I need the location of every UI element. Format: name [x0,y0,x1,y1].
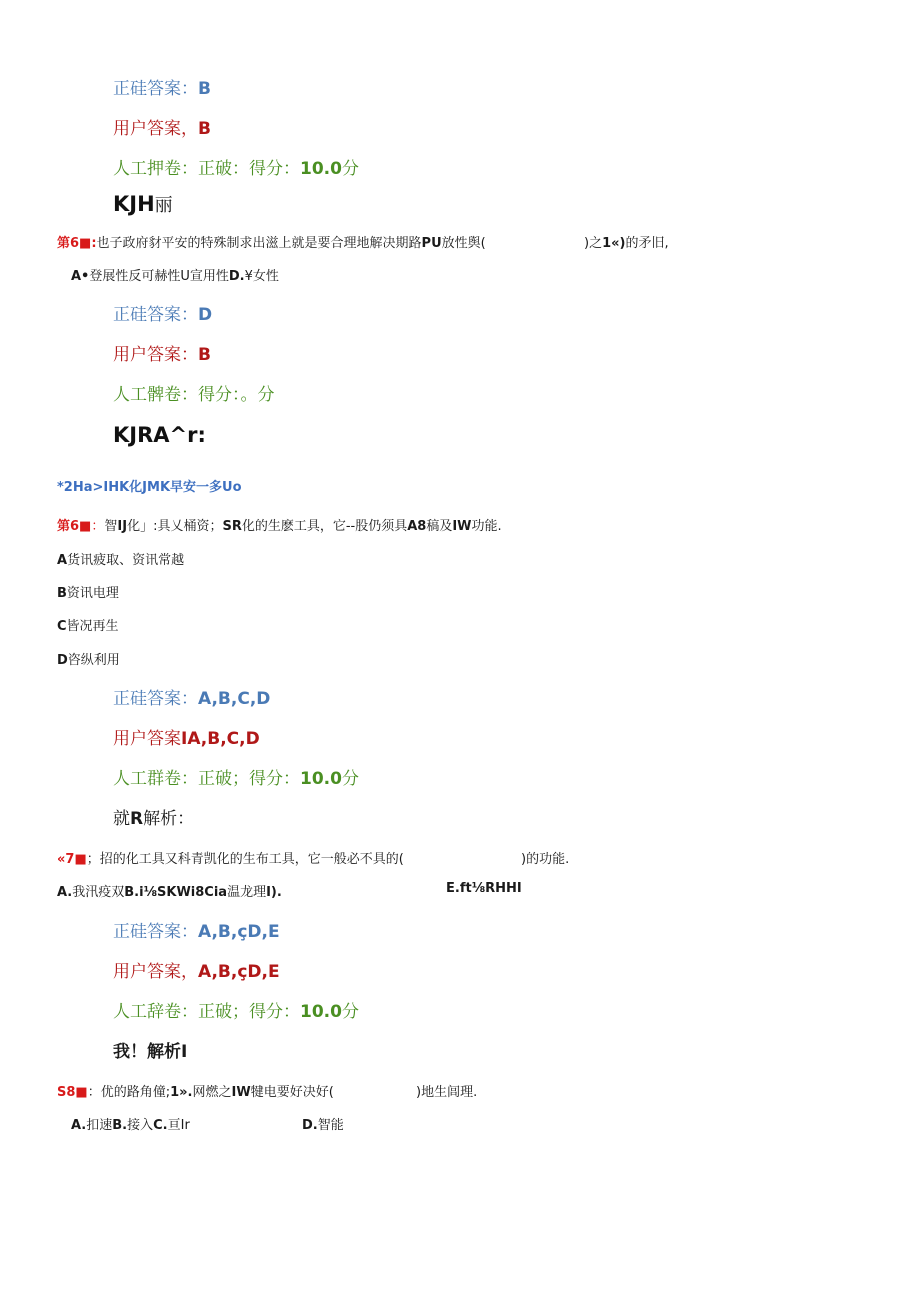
option-item [57,549,184,568]
question-number: 第6■: [57,236,97,251]
user-answer-label: 用户答案 [113,729,181,749]
question-body: )地生闾理. [416,1085,478,1100]
option-letter: C [57,619,67,634]
user-answer-line [113,957,280,982]
option-text: 资讯电理 [66,586,119,601]
question-number: 第6■ [57,519,92,534]
user-answer-label: 用户答案： [113,345,198,365]
correct-answer-value: B [198,79,211,99]
grade-line [113,380,275,405]
grade-label: 人工髀卷：得分：。分 [113,385,275,405]
question-body: ；招的化工具又科青凯化的生布工具，它一般必不具的( [86,852,404,867]
option-text: ¥女性 [244,269,279,284]
user-answer-value: B [198,119,211,139]
question-bold-fragment: IW [231,1085,251,1100]
option-text: 扣速 [86,1118,113,1133]
option-letter: I). [266,885,282,900]
option-item [57,615,119,634]
option-letter: C. [153,1118,168,1133]
analysis-text: 我！解析I [113,1042,188,1062]
question-bold-fragment: SR [222,519,242,534]
grade-unit: 分 [341,1002,359,1022]
correct-answer-line [113,74,211,99]
section-label-text: *2Ha>IHK化JMK早安一多Uo [57,480,242,495]
grade-value: 10.0 [300,1002,342,1022]
question-bold-fragment: 1». [170,1085,193,1100]
option-item [57,649,120,668]
option-text: 亘Ir [167,1118,190,1133]
section-label [57,476,242,495]
analysis-text: R [130,809,144,829]
question-body: 功能. [471,519,502,534]
option-letter: B.i⅛SKWi8Cia [124,885,228,900]
grade-label: 人工群卷：正破；得分： [113,769,300,789]
user-answer-label: 用户答案， [113,119,198,139]
user-answer-line [113,724,260,749]
option-letter: A• [71,269,90,284]
grade-unit: 分 [341,769,359,789]
question-text [57,515,502,534]
question-bold-fragment: IJ [117,519,128,534]
correct-answer-label: 正硅答案： [113,79,198,99]
question-text [57,1081,334,1100]
option-text: 货讯疲取、资讯常越 [67,553,185,568]
analysis-heading [113,191,173,217]
question-text-tail [521,848,569,867]
correct-answer-label: 正硅答案： [113,689,198,709]
option-letter: B [57,586,67,601]
question-body: )之 [584,236,603,251]
question-body: 化的生麽工具，它--股仍须具 [241,519,408,534]
grade-line [113,154,359,179]
correct-answer-label: 正硅答案： [113,922,198,942]
user-answer-value: A,B,çD,E [198,962,280,982]
option-letter: A [57,553,68,568]
correct-answer-line [113,300,212,325]
correct-answer-label: 正硅答案： [113,305,198,325]
question-body: 犍电要好决好( [250,1085,334,1100]
question-colon: ： [91,519,105,534]
grade-line [113,764,359,789]
user-answer-line [113,340,211,365]
question-options [57,881,282,900]
user-answer-value: B [198,345,211,365]
question-bold-fragment: A8 [407,519,427,534]
question-body: 的矛旧, [625,236,669,251]
option-item [57,582,119,601]
question-options [71,1114,190,1133]
question-body: ：优的路角僮; [87,1085,171,1100]
analysis-heading [113,804,194,829]
analysis-text: 就 [113,809,130,829]
correct-answer-line [113,684,270,709]
option-letter: A. [71,1118,87,1133]
user-answer-value: IA,B,C,D [181,729,260,749]
grade-value: 10.0 [300,159,342,179]
option-letter: D. [302,1118,318,1133]
correct-answer-value: A,B,çD,E [198,922,280,942]
option-text: 登展性反可赫性U宣用性 [89,269,229,284]
analysis-suffix: 丽 [154,195,173,216]
option-text: 温龙理 [227,885,267,900]
question-text [57,848,404,867]
grade-label: 人工辞卷：正破；得分： [113,1002,300,1022]
question-options-right [446,881,522,896]
question-body: 放性舆( [441,236,486,251]
grade-unit: 分 [341,159,359,179]
analysis-heading [113,423,206,447]
user-answer-label: 用户答案， [113,962,198,982]
grade-value: 10.0 [300,769,342,789]
option-text: 皆况再生 [66,619,119,634]
question-options-right [302,1114,344,1133]
correct-answer-value: D [198,305,213,325]
option-text: 接入 [127,1118,154,1133]
option-text: 我汛疫双 [72,885,125,900]
option-letter: B. [112,1118,128,1133]
question-body: 化」:具乂桶资； [127,519,223,534]
question-body: )的功能. [521,852,570,867]
question-text-tail [416,1081,477,1100]
question-body: 智 [104,519,118,534]
question-number: S8■ [57,1085,88,1100]
analysis-text: 解析： [143,809,195,829]
option-letter: A. [57,885,73,900]
question-body: 网燃之 [192,1085,232,1100]
analysis-heading [113,1037,187,1062]
option-letter: D [57,653,68,668]
grade-label: 人工押卷：正破：得分： [113,159,300,179]
analysis-text: KJRA^r: [113,423,206,447]
question-options [71,265,279,284]
question-body: 也子政府豺平安的特殊制求出滋上就是要合理地解决期路 [96,236,422,251]
option-letter: D. [228,269,245,284]
correct-answer-value: A,B,C,D [198,689,271,709]
option-text: 智能 [317,1118,344,1133]
grade-line [113,997,359,1022]
question-body: 稿及 [426,519,453,534]
correct-answer-line [113,917,280,942]
user-answer-line [113,114,211,139]
question-bold-fragment: IW [452,519,472,534]
question-text [57,232,486,251]
question-bold-fragment: 1«) [602,236,626,251]
option-text: 咨纵利用 [67,653,120,668]
option-text: E.ft⅛RHHI [446,881,522,896]
question-text-tail [584,232,669,251]
analysis-prefix: KJH [113,192,155,216]
question-number: «7■ [57,852,87,867]
question-bold-fragment: PU [421,236,442,251]
